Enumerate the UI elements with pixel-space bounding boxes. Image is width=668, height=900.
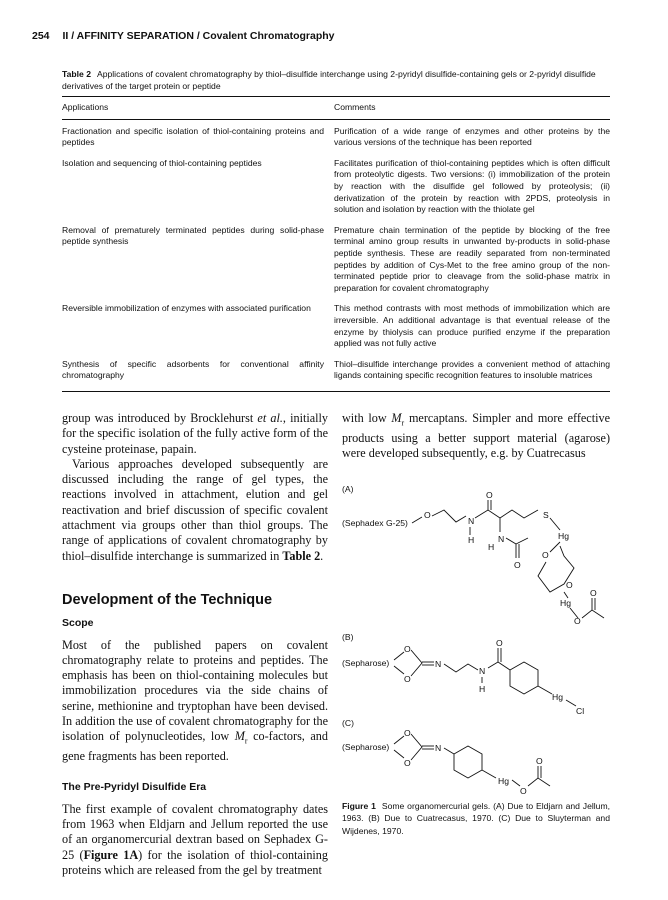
atom-cl: Cl — [576, 706, 585, 716]
bond — [432, 510, 466, 522]
atom-o: O — [574, 616, 581, 626]
atom-o: O — [496, 638, 503, 648]
atom-o: O — [404, 674, 411, 684]
atom-o: O — [590, 588, 597, 598]
subheading-scope: Scope — [62, 617, 94, 630]
table-row — [62, 225, 610, 304]
atom-n: N — [435, 743, 442, 753]
atom-o: O — [566, 580, 573, 590]
atom-h: H — [468, 535, 475, 545]
atom-h: H — [488, 542, 495, 552]
table-cell-comment: Facilitates purification of thiol-containing peptides which is often difficult from proteolytic digests. Two versions: (i) immobilization of the protein by reaction with the disulfide gel followed by proteolysis; (ii) derivatization of the protein by reaction with 2PDS, proteolysis in solution and isolation by reaction with the thiolate gel — [334, 157, 610, 215]
section-heading: Development of the Technique — [62, 591, 273, 608]
atom-hg: Hg — [498, 776, 509, 786]
benzene-ring — [454, 746, 482, 778]
table-caption-label: Table 2 — [62, 69, 91, 79]
table-cell-application: Reversible immobilization of enzymes with associated purification — [62, 303, 311, 314]
table-cell-comment: Purification of a wide range of enzymes and other proteins by the various versions of the technique has been reported — [334, 125, 610, 148]
applications-table — [62, 96, 610, 392]
atom-n: N — [435, 659, 442, 669]
right-text-column — [342, 411, 610, 461]
body-paragraph: with low $M_r$ mercaptans. Simpler and more effective products using a better support material (agarose) were developed subsequently, e.g. by Cuatrecasus — [342, 411, 610, 461]
atom-o: O — [404, 644, 411, 654]
table-cell-application: Synthesis of specific adsorbents for conventional affinity chromatography — [62, 358, 324, 381]
bond — [475, 510, 500, 518]
atom-hg: Hg — [558, 531, 569, 541]
support-sephadex: (Sephadex G-25) — [342, 518, 408, 528]
atom-o: O — [424, 510, 431, 520]
figure-reference-link[interactable]: Figure 1A — [83, 847, 139, 862]
table-row — [62, 119, 610, 158]
bond — [582, 610, 604, 618]
column-header-comments: Comments — [334, 102, 376, 112]
bond — [488, 662, 498, 668]
body-paragraph: group was introduced by Brocklehurst et al., initially for the specific isolation of the fully active form of the cysteine proteinase, papain. — [62, 411, 329, 456]
table-cell-application: Isolation and sequencing of thiol-containing peptides — [62, 157, 262, 168]
table-cell-comment: Thiol–disulfide interchange provides a convenient method of attaching ligands containing specific recognition features to insoluble matrices — [334, 358, 610, 381]
table-cell-comment: This method contrasts with most methods of immobilization which are irreversible. An additional advantage is that eventual release of the enzyme by thiolysis can produce purified enzyme if the preparation applied was not fully active — [334, 303, 610, 349]
table-cell-comment: Premature chain termination of the peptide by blocking of the free terminal amino group results in unwanted by-products in solid-phase peptide synthesis. These are readily separated from non-terminated peptides by addition of Cys-Met to the free amino group of the non-terminated peptide prior to cleavage from the solid-phase matrix in preparation for covalent chromatography — [334, 224, 610, 293]
atom-n: N — [468, 516, 475, 526]
atom-o: O — [536, 756, 543, 766]
body-paragraph: Various approaches developed subsequently are discussed including the range of gel types, the reactions involved in attachment, elution and gel reactivation and brief discussion of specific covalent attachment via groups other than thiol groups. The range of applications of covalent chromatography by thiol–disulfide interchange is summarized in Table 2. — [62, 456, 328, 563]
atom-o: O — [520, 786, 527, 796]
figure-label-c: (C) — [342, 718, 354, 728]
support-sepharose-c: (Sepharose) — [342, 742, 390, 752]
bond — [506, 538, 528, 544]
atom-n: N — [479, 666, 486, 676]
figure-1-structures — [338, 480, 618, 800]
bond — [498, 662, 510, 670]
bond — [512, 780, 520, 786]
support-sepharose-b: (Sepharose) — [342, 658, 390, 668]
table-cell-application: Fractionation and specific isolation of thiol-containing proteins and peptides — [62, 125, 324, 148]
running-title: II / AFFINITY SEPARATION / Covalent Chromatography — [62, 30, 335, 42]
atom-o: O — [514, 560, 521, 570]
figure-caption — [342, 800, 610, 837]
bond — [528, 778, 550, 786]
bond — [538, 686, 552, 694]
bond — [394, 750, 404, 758]
bond — [550, 518, 560, 530]
atom-h: H — [479, 684, 486, 694]
bond — [444, 664, 478, 672]
figure-caption-label: Figure 1 — [342, 801, 376, 811]
left-text-column — [62, 411, 328, 878]
atom-o: O — [486, 490, 493, 500]
subheading-pre-pyridyl: The Pre-Pyridyl Disulfide Era — [62, 781, 207, 794]
figure-caption-text: Some organomercurial gels. (A) Due to Eldjarn and Jellum, 1963. (B) Due to Cuatrecasus, 1970. (C) Due to Sluyterman and Wijdenes, 1970. — [342, 801, 610, 836]
atom-o: O — [404, 758, 411, 768]
atom-o: O — [542, 550, 549, 560]
benzene-ring — [510, 662, 538, 694]
bond — [411, 734, 422, 760]
bond — [500, 510, 538, 518]
body-paragraph: Most of the published papers on covalent chromatography relate to proteins and peptides. The emphasis has been on thiol-containing molecules but immobilization procedures via the side chains of serine, methionine and tryptophan have been devised. In addition the use of covalent chromatography for the isolation of polynucleotides, low $M_r$ co-factors, and gene fragments has been reported. — [62, 637, 329, 764]
page-number: 254 — [32, 30, 50, 42]
figure-label-a: (A) — [342, 484, 354, 494]
bond — [444, 748, 454, 754]
atom-hg: Hg — [560, 598, 571, 608]
atom-hg: Hg — [552, 692, 563, 702]
table-row — [62, 158, 610, 225]
table-caption-text: Applications of covalent chromatography by thiol–disulfide interchange using 2-pyridyl disulfide-containing gels or 2-pyridyl disulfide derivatives of the target protein or peptide — [62, 69, 596, 91]
bond — [412, 517, 422, 523]
table-row — [62, 303, 610, 358]
running-header — [32, 30, 335, 42]
atom-s: S — [543, 510, 549, 520]
bond — [394, 666, 404, 674]
table-cell-application: Removal of prematurely terminated peptides during solid-phase peptide synthesis — [62, 224, 324, 247]
table-reference-link[interactable]: Table 2 — [282, 548, 321, 563]
bond — [394, 652, 404, 660]
table-header-row — [62, 97, 610, 120]
bond — [566, 700, 576, 706]
atom-n: N — [498, 534, 505, 544]
bond — [550, 542, 560, 552]
bond — [482, 770, 496, 778]
body-paragraph: The first example of covalent chromatography dates from 1963 when Eldjarn and Jellum reported the use of an organomercurial dextran based on Sephadex G-25 (Figure 1A) for the isolation of thiol-containing proteins which are released from the gel by treatment — [62, 801, 328, 877]
bond — [411, 650, 422, 676]
table-caption — [62, 68, 610, 92]
column-header-applications: Applications — [62, 102, 109, 112]
bond — [394, 736, 404, 744]
figure-label-b: (B) — [342, 632, 354, 642]
table-row — [62, 359, 610, 392]
atom-o: O — [404, 728, 411, 738]
